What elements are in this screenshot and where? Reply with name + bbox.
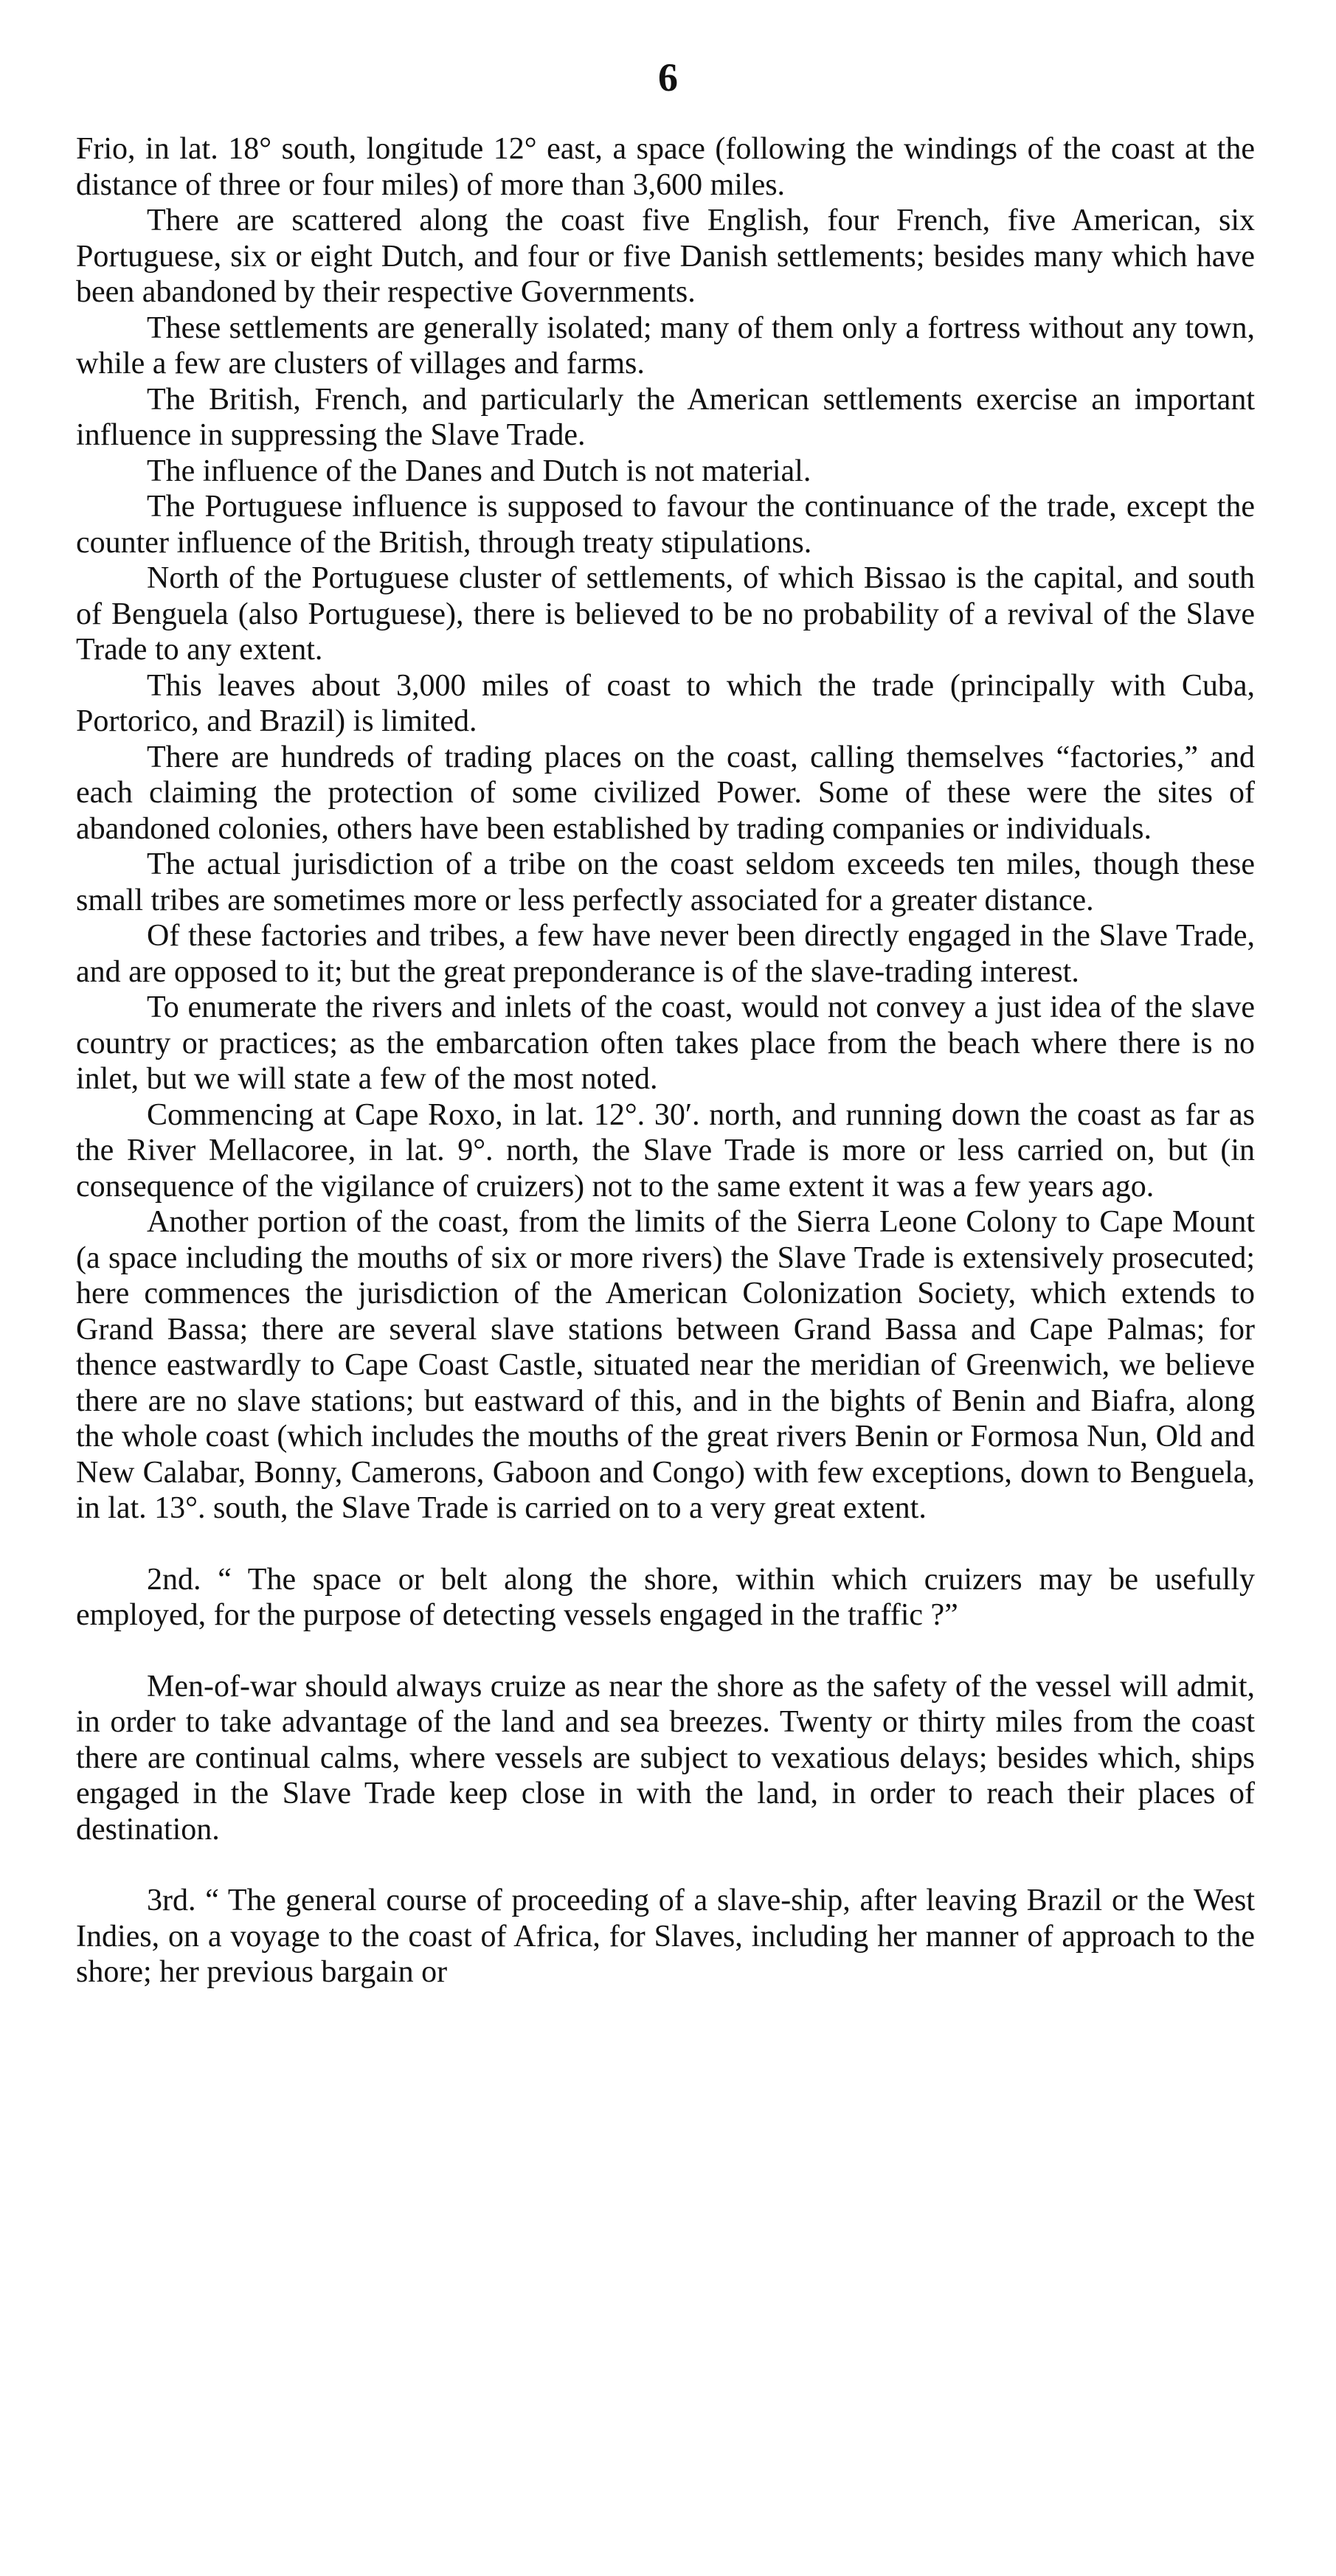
paragraph-question-2: 2nd. “ The space or belt along the shore, within which cruizers may be usefully employed, for the purpose of detecting vessels engaged in the traffic ?” bbox=[76, 1562, 1255, 1632]
paragraph-factories: There are hundreds of trading places on the coast, calling themselves “factories,” and each claiming the protection of some civilized Power. Some of these were the sites of abandoned colonies, others have been established by trading companies or individuals. bbox=[76, 740, 1255, 846]
page-number: 6 bbox=[658, 55, 678, 100]
paragraph-factories-tribes: Of these factories and tribes, a few have never been directly engaged in the Slave Trade, and are opposed to it; but the great preponderance is of the slave-trading interest. bbox=[76, 919, 1255, 989]
paragraph-rivers-inlets: To enumerate the rivers and inlets of the coast, would not convey a just idea of the slave country or practices; as the embarcation often takes place from the beach where there is no inlet, but we will state a few of the most noted. bbox=[76, 990, 1255, 1096]
paragraph-danes-dutch: The influence of the Danes and Dutch is not material. bbox=[147, 454, 811, 488]
paragraph-jurisdiction: The actual jurisdiction of a tribe on the coast seldom exceeds ten miles, though these small tribes are sometimes more or less perfectly associated for a greater distance. bbox=[76, 847, 1255, 917]
paragraph-isolated: These settlements are generally isolated; many of them only a fortress without any town, while a few are clusters of villages and farms. bbox=[76, 310, 1255, 381]
paragraph-answer-2: Men-of-war should always cruize as near the shore as the safety of the vessel will admit, in order to take advantage of the land and sea breezes. Twenty or thirty miles from the coast there are continual calms, where vessels are subject to vexatious delays; besides which, ships engaged in the Slave Trade keep close in with the land, in order to reach their places of destination. bbox=[76, 1669, 1255, 1847]
paragraph-settlements: There are scattered along the coast five English, four French, five American, six Portuguese, six or eight Dutch, and four or five Danish settlements; besides many which have been abandoned by their respective Governments. bbox=[76, 204, 1255, 309]
paragraph-coast-limit: This leaves about 3,000 miles of coast to which the trade (principally with Cuba, Portorico, and Brazil) is limited. bbox=[76, 668, 1255, 738]
paragraph-question-3: 3rd. “ The general course of proceeding of a slave-ship, after leaving Brazil or the West Indies, on a voyage to the coast of Africa, for Slaves, including her manner of approach to the shore; her previous bargain or bbox=[76, 1884, 1255, 1989]
body-text bbox=[76, 131, 1255, 1990]
paragraph-cape-roxo: Commencing at Cape Roxo, in lat. 12°. 30′. north, and running down the coast as far as the River Mellacoree, in lat. 9°. north, the Slave Trade is more or less carried on, but (in consequence of the vigilance of cruizers) not to the same extent it was a few years ago. bbox=[76, 1097, 1255, 1204]
paragraph-sierra-leone: Another portion of the coast, from the limits of the Sierra Leone Colony to Cape Mount (a space including the mouths of six or more rivers) the Slave Trade is extensively prosecuted; here commences the jurisdiction of the American Colonization Society, which extends to Grand Bassa; there are several slave stations between Grand Bassa and Cape Palmas; for thence eastwardly to Cape Coast Castle, situated near the meridian of Greenwich, we believe there are no slave stations; but eastward of this, and in the bights of Benin and Biafra, along the whole coast (which includes the mouths of the great rivers Benin or Formosa Nun, Old and New Calabar, Bonny, Camerons, Gaboon and Congo) with few exceptions, down to Benguela, in lat. 13°. south, the Slave Trade is carried on to a very great extent. bbox=[76, 1205, 1255, 1525]
paragraph-continuation: Frio, in lat. 18° south, longitude 12° east, a space (following the windings of the coast at the distance of three or four miles) of more than 3,600 miles. bbox=[76, 132, 1255, 202]
paragraph-portuguese-influence: The Portuguese influence is supposed to favour the continuance of the trade, except the counter influence of the British, through treaty stipulations. bbox=[76, 490, 1255, 560]
paragraph-bissao-benguela: North of the Portuguese cluster of settlements, of which Bissao is the capital, and south of Benguela (also Portuguese), there is believed to be no probability of a revival of the Slave Trade to any extent. bbox=[76, 561, 1255, 667]
paragraph-british-influence: The British, French, and particularly the American settlements exercise an important influence in suppressing the Slave Trade. bbox=[76, 382, 1255, 452]
